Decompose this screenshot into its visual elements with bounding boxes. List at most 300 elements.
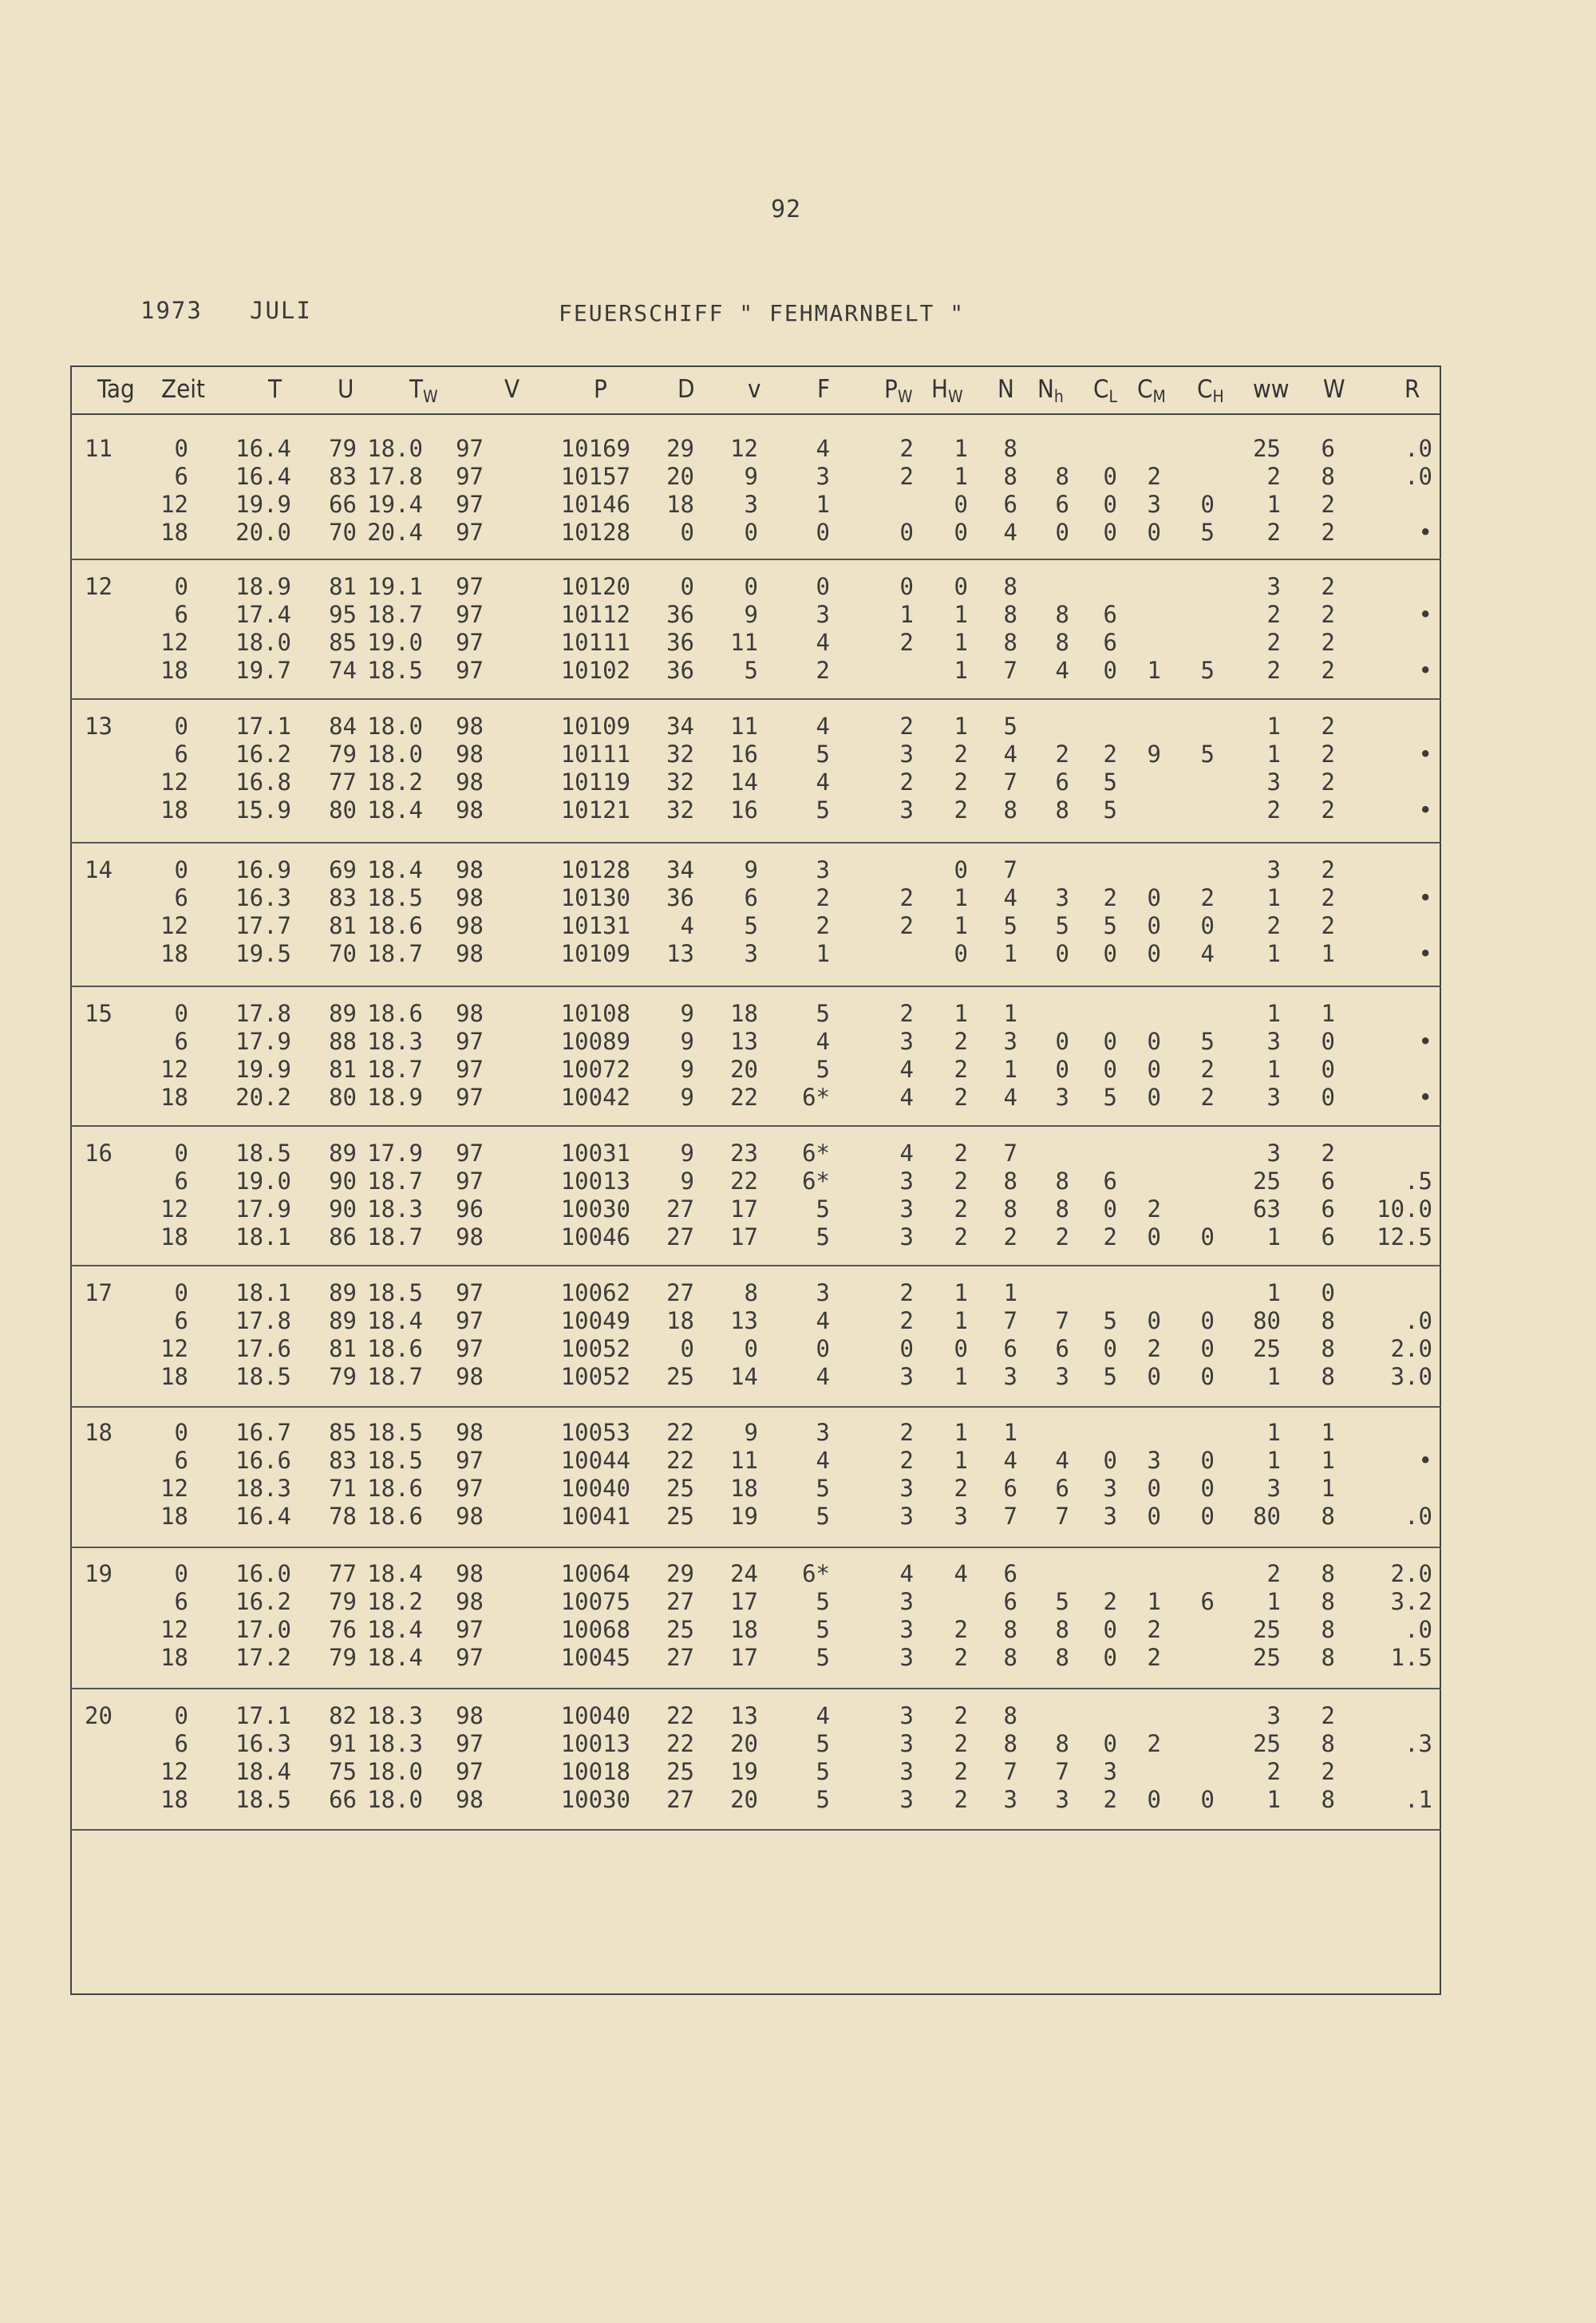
- cell-n: 7: [1003, 1503, 1017, 1530]
- column-header-f: F: [817, 375, 831, 404]
- cell-f: 4: [816, 629, 830, 656]
- cell-p: 10053: [560, 1419, 630, 1446]
- cell-p: 10131: [560, 912, 630, 939]
- cell-v: 98: [456, 1419, 484, 1446]
- cell-p: 10111: [560, 741, 630, 768]
- cell-v: 97: [456, 1084, 484, 1111]
- cell-d: 22: [666, 1419, 694, 1446]
- cell-t: 19.5: [235, 940, 291, 967]
- cell-v: 97: [456, 601, 484, 628]
- cell-ww: 3: [1266, 856, 1281, 883]
- cell-v: 98: [456, 768, 484, 796]
- cell-v: 97: [456, 1644, 484, 1671]
- cell-p: 10108: [560, 1000, 630, 1027]
- cell-tw: 18.7: [367, 1056, 423, 1083]
- cell-t: 17.8: [235, 1000, 291, 1027]
- cell-t: 18.4: [235, 1758, 291, 1785]
- cell-pw: 4: [899, 1140, 914, 1167]
- header-month: JULI: [250, 297, 312, 324]
- cell-ww: 80: [1253, 1307, 1281, 1334]
- cell-pw: 4: [899, 1560, 914, 1587]
- cell-u: 79: [329, 1644, 357, 1671]
- column-header-ww: ww: [1253, 375, 1290, 404]
- cell-ww: 80: [1253, 1503, 1281, 1530]
- cell-f: 5: [816, 796, 830, 824]
- cell-w: 0: [1321, 1056, 1335, 1083]
- cell-w: 2: [1321, 491, 1335, 518]
- cell-u: 89: [329, 1279, 357, 1306]
- cell-ch: 2: [1200, 884, 1215, 911]
- cell-u: 81: [329, 1056, 357, 1083]
- cell-u: 84: [329, 713, 357, 740]
- cell-ww: 1: [1266, 940, 1281, 967]
- cell-cm: 0: [1147, 1056, 1161, 1083]
- cell-tw: 18.7: [367, 1167, 423, 1195]
- cell-tw: 18.7: [367, 1363, 423, 1390]
- cell-w: 6: [1321, 1223, 1335, 1250]
- cell-cl: 0: [1103, 463, 1117, 490]
- cell-tw: 18.0: [367, 713, 423, 740]
- cell-d: 36: [666, 629, 694, 656]
- cell-pw: 2: [899, 1419, 914, 1446]
- cell-ch: 0: [1200, 1475, 1215, 1502]
- cell-v: 97: [456, 519, 484, 546]
- cell-cm: 0: [1147, 940, 1161, 967]
- cell-v: 98: [456, 741, 484, 768]
- cell-t: 17.9: [235, 1028, 291, 1055]
- cell-cm: 0: [1147, 1223, 1161, 1250]
- page-number: 92: [770, 196, 802, 223]
- cell-p: 10089: [560, 1028, 630, 1055]
- cell-f: 4: [816, 768, 830, 796]
- cell-n: 6: [1003, 491, 1017, 518]
- cell-ww: 2: [1266, 519, 1281, 546]
- cell-zeit: 18: [160, 519, 188, 546]
- cell-hw: 2: [954, 1028, 968, 1055]
- cell-ch: 5: [1200, 519, 1215, 546]
- cell-f: 5: [816, 1644, 830, 1671]
- cell-v: 98: [456, 1000, 484, 1027]
- cell-n: 3: [1003, 1363, 1017, 1390]
- cell-pw: 3: [899, 1730, 914, 1757]
- cell-d: 18: [666, 1307, 694, 1334]
- cell-u: 81: [329, 573, 357, 600]
- cell-d: 9: [680, 1167, 694, 1195]
- cell-p: 10128: [560, 856, 630, 883]
- cell-zeit: 18: [160, 1223, 188, 1250]
- cell-v-speed: 11: [730, 713, 758, 740]
- cell-tw: 18.3: [367, 1730, 423, 1757]
- cell-pw: 1: [899, 601, 914, 628]
- cell-pw: 0: [899, 573, 914, 600]
- cell-r: •: [1418, 657, 1432, 684]
- cell-tw: 18.6: [367, 1503, 423, 1530]
- cell-hw: 3: [954, 1503, 968, 1530]
- cell-r: .0: [1404, 1307, 1432, 1334]
- cell-r: 12.5: [1377, 1223, 1432, 1250]
- column-header-pw: $P_W$: [884, 375, 913, 406]
- cell-cl: 5: [1103, 796, 1117, 824]
- cell-nh: 3: [1055, 884, 1069, 911]
- cell-u: 74: [329, 657, 357, 684]
- cell-hw: 2: [954, 796, 968, 824]
- cell-t: 16.0: [235, 1560, 291, 1587]
- cell-cl: 2: [1103, 1588, 1117, 1615]
- cell-zeit: 6: [174, 1307, 188, 1334]
- cell-t: 16.6: [235, 1447, 291, 1474]
- cell-u: 85: [329, 1419, 357, 1446]
- column-header-v-speed: v: [748, 375, 761, 404]
- cell-cm: 0: [1147, 912, 1161, 939]
- column-header-tw: $T_W$: [409, 375, 438, 406]
- cell-w: 8: [1321, 1335, 1335, 1362]
- cell-n: 8: [1003, 1195, 1017, 1223]
- cell-nh: 8: [1055, 1616, 1069, 1643]
- cell-t: 17.7: [235, 912, 291, 939]
- cell-f: 6*: [802, 1084, 830, 1111]
- cell-ch: 5: [1200, 1028, 1215, 1055]
- cell-hw: 2: [954, 1644, 968, 1671]
- cell-p: 10169: [560, 435, 630, 462]
- cell-v-speed: 17: [730, 1644, 758, 1671]
- cell-cm: 2: [1147, 1335, 1161, 1362]
- cell-tw: 19.4: [367, 491, 423, 518]
- cell-v-speed: 22: [730, 1084, 758, 1111]
- cell-v-speed: 20: [730, 1786, 758, 1813]
- cell-tw: 18.4: [367, 1644, 423, 1671]
- cell-t: 16.8: [235, 768, 291, 796]
- cell-cl: 0: [1103, 1644, 1117, 1671]
- cell-d: 22: [666, 1702, 694, 1729]
- cell-nh: 8: [1055, 463, 1069, 490]
- cell-cl: 3: [1103, 1475, 1117, 1502]
- cell-f: 5: [816, 1503, 830, 1530]
- cell-w: 2: [1321, 768, 1335, 796]
- cell-v-speed: 3: [744, 491, 758, 518]
- cell-hw: 1: [954, 1447, 968, 1474]
- cell-d: 29: [666, 435, 694, 462]
- cell-u: 83: [329, 884, 357, 911]
- cell-ch: 0: [1200, 1447, 1215, 1474]
- cell-d: 32: [666, 796, 694, 824]
- cell-u: 78: [329, 1503, 357, 1530]
- cell-ww: 1: [1266, 1419, 1281, 1446]
- cell-zeit: 12: [160, 1475, 188, 1502]
- column-header-cl: $C_L$: [1093, 375, 1118, 406]
- cell-ch: 0: [1200, 1363, 1215, 1390]
- cell-ww: 25: [1253, 435, 1281, 462]
- cell-t: 18.3: [235, 1475, 291, 1502]
- cell-d: 25: [666, 1475, 694, 1502]
- cell-f: 0: [816, 519, 830, 546]
- cell-u: 90: [329, 1195, 357, 1223]
- cell-d: 27: [666, 1223, 694, 1250]
- cell-cm: 2: [1147, 1730, 1161, 1757]
- cell-ch: 0: [1200, 1786, 1215, 1813]
- cell-tw: 18.5: [367, 1419, 423, 1446]
- cell-t: 18.5: [235, 1786, 291, 1813]
- cell-cl: 6: [1103, 1167, 1117, 1195]
- cell-p: 10121: [560, 796, 630, 824]
- cell-cl: 2: [1103, 1223, 1117, 1250]
- cell-v-speed: 20: [730, 1730, 758, 1757]
- cell-zeit: 12: [160, 912, 188, 939]
- column-header-v: V: [504, 375, 520, 404]
- cell-pw: 2: [899, 912, 914, 939]
- cell-p: 10041: [560, 1503, 630, 1530]
- cell-cl: 0: [1103, 491, 1117, 518]
- cell-zeit: 6: [174, 1588, 188, 1615]
- cell-p: 10120: [560, 573, 630, 600]
- cell-zeit: 6: [174, 741, 188, 768]
- cell-hw: 0: [954, 940, 968, 967]
- cell-t: 18.9: [235, 573, 291, 600]
- cell-t: 16.3: [235, 884, 291, 911]
- cell-hw: 1: [954, 463, 968, 490]
- cell-f: 3: [816, 1419, 830, 1446]
- cell-tw: 18.5: [367, 1447, 423, 1474]
- cell-u: 79: [329, 435, 357, 462]
- column-header-ch: $C_H$: [1197, 375, 1224, 406]
- cell-w: 2: [1321, 519, 1335, 546]
- cell-tw: 18.4: [367, 1616, 423, 1643]
- cell-n: 8: [1003, 1702, 1017, 1729]
- cell-u: 71: [329, 1475, 357, 1502]
- cell-pw: 3: [899, 1758, 914, 1785]
- cell-zeit: 12: [160, 1616, 188, 1643]
- cell-n: 8: [1003, 1167, 1017, 1195]
- cell-v: 98: [456, 1503, 484, 1530]
- cell-p: 10109: [560, 940, 630, 967]
- column-header-p: P: [594, 375, 607, 404]
- cell-u: 85: [329, 629, 357, 656]
- cell-hw: 2: [954, 1056, 968, 1083]
- cell-u: 83: [329, 1447, 357, 1474]
- cell-cl: 6: [1103, 601, 1117, 628]
- cell-r: .0: [1404, 435, 1432, 462]
- cell-f: 5: [816, 741, 830, 768]
- cell-r: 3.2: [1390, 1588, 1432, 1615]
- cell-cm: 0: [1147, 1363, 1161, 1390]
- cell-ww: 1: [1266, 741, 1281, 768]
- cell-v-speed: 17: [730, 1588, 758, 1615]
- cell-w: 6: [1321, 1195, 1335, 1223]
- cell-zeit: 18: [160, 1363, 188, 1390]
- cell-ww: 3: [1266, 1140, 1281, 1167]
- cell-ww: 25: [1253, 1335, 1281, 1362]
- cell-v: 97: [456, 629, 484, 656]
- cell-tw: 18.4: [367, 1560, 423, 1587]
- cell-d: 25: [666, 1616, 694, 1643]
- cell-ww: 63: [1253, 1195, 1281, 1223]
- group-separator: [70, 1406, 1441, 1408]
- cell-d: 36: [666, 884, 694, 911]
- cell-hw: 1: [954, 1279, 968, 1306]
- cell-v: 98: [456, 884, 484, 911]
- cell-zeit: 6: [174, 463, 188, 490]
- cell-tw: 18.0: [367, 1758, 423, 1785]
- cell-pw: 3: [899, 1195, 914, 1223]
- cell-f: 0: [816, 573, 830, 600]
- cell-w: 8: [1321, 1588, 1335, 1615]
- cell-nh: 6: [1055, 768, 1069, 796]
- cell-v: 97: [456, 657, 484, 684]
- cell-zeit: 12: [160, 1056, 188, 1083]
- cell-nh: 8: [1055, 1730, 1069, 1757]
- cell-n: 7: [1003, 768, 1017, 796]
- cell-w: 2: [1321, 573, 1335, 600]
- cell-v: 97: [456, 1307, 484, 1334]
- cell-nh: 7: [1055, 1307, 1069, 1334]
- cell-f: 5: [816, 1475, 830, 1502]
- cell-hw: 1: [954, 1363, 968, 1390]
- cell-tw: 18.0: [367, 741, 423, 768]
- cell-nh: 0: [1055, 940, 1069, 967]
- cell-cl: 0: [1103, 1335, 1117, 1362]
- cell-n: 8: [1003, 629, 1017, 656]
- column-header-cm: $C_M$: [1137, 375, 1166, 406]
- cell-n: 7: [1003, 657, 1017, 684]
- cell-pw: 2: [899, 768, 914, 796]
- cell-f: 2: [816, 657, 830, 684]
- cell-ch: 0: [1200, 1503, 1215, 1530]
- cell-hw: 2: [954, 1730, 968, 1757]
- cell-ww: 3: [1266, 1084, 1281, 1111]
- cell-ww: 3: [1266, 1028, 1281, 1055]
- cell-pw: 3: [899, 1363, 914, 1390]
- cell-t: 17.4: [235, 601, 291, 628]
- cell-zeit: 6: [174, 1730, 188, 1757]
- cell-f: 3: [816, 463, 830, 490]
- cell-f: 6*: [802, 1140, 830, 1167]
- cell-hw: 1: [954, 912, 968, 939]
- cell-u: 89: [329, 1307, 357, 1334]
- cell-cm: 0: [1147, 1503, 1161, 1530]
- cell-w: 2: [1321, 912, 1335, 939]
- cell-ww: 25: [1253, 1730, 1281, 1757]
- cell-pw: 2: [899, 713, 914, 740]
- cell-f: 5: [816, 1758, 830, 1785]
- cell-w: 8: [1321, 1560, 1335, 1587]
- cell-n: 8: [1003, 1616, 1017, 1643]
- cell-hw: 0: [954, 573, 968, 600]
- cell-v: 97: [456, 1028, 484, 1055]
- cell-zeit: 12: [160, 1335, 188, 1362]
- cell-v: 97: [456, 1167, 484, 1195]
- cell-v: 97: [456, 1758, 484, 1785]
- cell-v: 96: [456, 1195, 484, 1223]
- cell-p: 10102: [560, 657, 630, 684]
- cell-ww: 2: [1266, 796, 1281, 824]
- cell-tw: 17.9: [367, 1140, 423, 1167]
- cell-p: 10068: [560, 1616, 630, 1643]
- cell-nh: 6: [1055, 491, 1069, 518]
- cell-u: 75: [329, 1758, 357, 1785]
- cell-hw: 1: [954, 884, 968, 911]
- cell-v: 97: [456, 1335, 484, 1362]
- cell-p: 10040: [560, 1702, 630, 1729]
- cell-f: 4: [816, 435, 830, 462]
- cell-f: 4: [816, 1028, 830, 1055]
- cell-p: 10030: [560, 1786, 630, 1813]
- cell-v-speed: 14: [730, 1363, 758, 1390]
- cell-r: .1: [1404, 1786, 1432, 1813]
- cell-p: 10157: [560, 463, 630, 490]
- cell-v-speed: 14: [730, 768, 758, 796]
- cell-f: 5: [816, 1588, 830, 1615]
- cell-n: 5: [1003, 713, 1017, 740]
- cell-n: 8: [1003, 601, 1017, 628]
- cell-v-speed: 19: [730, 1503, 758, 1530]
- cell-u: 80: [329, 1084, 357, 1111]
- cell-zeit: 0: [174, 713, 188, 740]
- cell-n: 5: [1003, 912, 1017, 939]
- cell-v-speed: 11: [730, 629, 758, 656]
- group-separator: [70, 842, 1441, 843]
- cell-tw: 18.4: [367, 1307, 423, 1334]
- cell-ww: 25: [1253, 1167, 1281, 1195]
- cell-w: 2: [1321, 1758, 1335, 1785]
- cell-zeit: 12: [160, 1758, 188, 1785]
- cell-d: 22: [666, 1447, 694, 1474]
- cell-ch: 4: [1200, 940, 1215, 967]
- cell-nh: 8: [1055, 629, 1069, 656]
- cell-f: 6*: [802, 1560, 830, 1587]
- cell-tw: 18.5: [367, 657, 423, 684]
- cell-tw: 18.2: [367, 768, 423, 796]
- cell-w: 2: [1321, 796, 1335, 824]
- cell-cm: 0: [1147, 1028, 1161, 1055]
- cell-hw: 4: [954, 1560, 968, 1587]
- column-header-tag: Tag: [97, 375, 135, 404]
- cell-r: 2.0: [1390, 1335, 1432, 1362]
- cell-pw: 3: [899, 1702, 914, 1729]
- cell-zeit: 18: [160, 1644, 188, 1671]
- group-separator: [70, 1547, 1441, 1548]
- cell-ww: 25: [1253, 1616, 1281, 1643]
- cell-pw: 3: [899, 741, 914, 768]
- cell-hw: 0: [954, 519, 968, 546]
- cell-n: 4: [1003, 884, 1017, 911]
- cell-p: 10018: [560, 1758, 630, 1785]
- cell-r: •: [1418, 519, 1432, 546]
- cell-pw: 3: [899, 1503, 914, 1530]
- cell-zeit: 18: [160, 1786, 188, 1813]
- cell-d: 9: [680, 1000, 694, 1027]
- cell-nh: 0: [1055, 1028, 1069, 1055]
- cell-v-speed: 9: [744, 601, 758, 628]
- cell-v: 97: [456, 463, 484, 490]
- cell-n: 4: [1003, 1447, 1017, 1474]
- cell-ww: 2: [1266, 912, 1281, 939]
- cell-ww: 25: [1253, 1644, 1281, 1671]
- cell-nh: 2: [1055, 1223, 1069, 1250]
- cell-w: 1: [1321, 1447, 1335, 1474]
- cell-f: 2: [816, 912, 830, 939]
- cell-nh: 0: [1055, 1056, 1069, 1083]
- cell-t: 16.4: [235, 463, 291, 490]
- cell-n: 4: [1003, 741, 1017, 768]
- cell-v-speed: 6: [744, 884, 758, 911]
- cell-d: 27: [666, 1279, 694, 1306]
- cell-f: 4: [816, 1307, 830, 1334]
- cell-cl: 6: [1103, 629, 1117, 656]
- cell-hw: 1: [954, 713, 968, 740]
- cell-r: •: [1418, 884, 1432, 911]
- cell-d: 34: [666, 856, 694, 883]
- cell-f: 5: [816, 1223, 830, 1250]
- cell-f: 3: [816, 601, 830, 628]
